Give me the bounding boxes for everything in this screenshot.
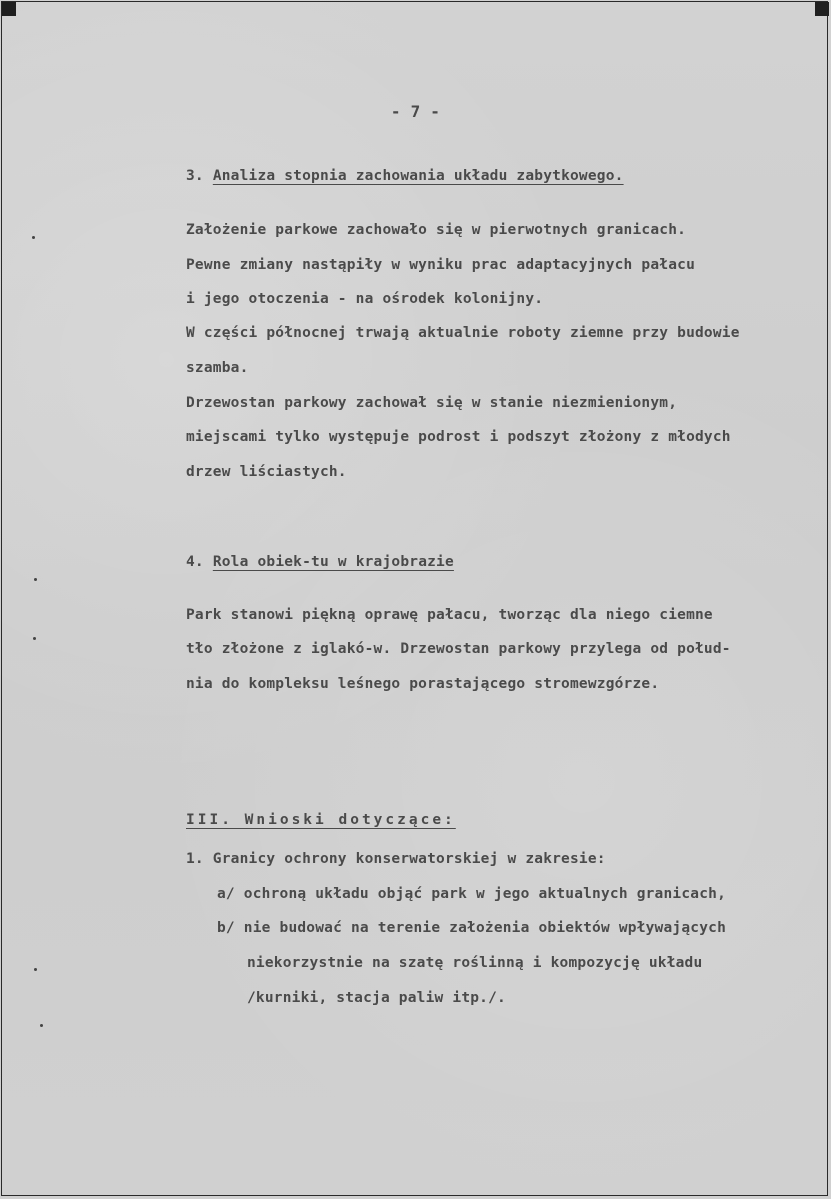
section3-line-1: Założenie parkowe zachowało się w pierwotnych granicach. bbox=[186, 222, 687, 238]
section3-line-6: Drzewostan parkowy zachował się w stanie niezmienionym, bbox=[186, 395, 678, 411]
margin-speck bbox=[34, 968, 37, 971]
section4-title: Rola obiek-tu w krajobrazie bbox=[212, 554, 454, 570]
section-iii-sub-b-line-3: /kurniki, stacja paliw itp./. bbox=[247, 990, 506, 1006]
section3-number: 3. bbox=[186, 168, 204, 184]
margin-speck bbox=[34, 578, 37, 581]
section3-title: Analiza stopnia zachowania układu zabytkowego. bbox=[212, 168, 624, 184]
section4-line-1: Park stanowi piękną oprawę pałacu, tworząc dla niego ciemne bbox=[186, 607, 713, 623]
section3-line-8: drzew liściastych. bbox=[186, 464, 347, 480]
section4-number: 4. bbox=[186, 554, 204, 570]
section-iii-heading: III. Wnioski dotyczące: bbox=[186, 812, 456, 828]
section3-line-3: i jego otoczenia - na ośrodek kolonijny. bbox=[186, 291, 544, 307]
section-iii-sub-b-line-1: b/ nie budować na terenie założenia obiektów wpływających bbox=[217, 920, 726, 936]
section4-line-3: nia do kompleksu leśnego porastającego stromewzgórze. bbox=[186, 676, 660, 692]
margin-speck bbox=[33, 637, 36, 640]
section4-heading bbox=[186, 554, 454, 570]
section3-line-2: Pewne zmiany nastąpiły w wyniku prac adaptacyjnych pałacu bbox=[186, 257, 695, 273]
section3-line-7: miejscami tylko występuje podrost i podszyt złożony z młodych bbox=[186, 429, 731, 445]
page-number: - 7 - bbox=[390, 102, 441, 121]
corner-mark-right bbox=[815, 2, 829, 16]
corner-mark-left bbox=[2, 2, 16, 16]
margin-speck bbox=[40, 1024, 43, 1027]
section-iii-item-1: 1. Granicy ochrony konserwatorskiej w zakresie: bbox=[186, 851, 606, 867]
section-iii-sub-a: a/ ochroną układu objąć park w jego aktualnych granicach, bbox=[217, 886, 726, 902]
section3-line-5: szamba. bbox=[186, 360, 249, 376]
section4-line-2: tło złożone z iglakó-w. Drzewostan parkowy przylega od połud- bbox=[186, 641, 731, 657]
section3-line-4: W części północnej trwają aktualnie roboty ziemne przy budowie bbox=[186, 325, 740, 341]
section-iii-sub-b-line-2: niekorzystnie na szatę roślinną i kompozycję układu bbox=[247, 955, 703, 971]
margin-speck bbox=[32, 236, 35, 239]
section3-heading bbox=[186, 168, 624, 184]
